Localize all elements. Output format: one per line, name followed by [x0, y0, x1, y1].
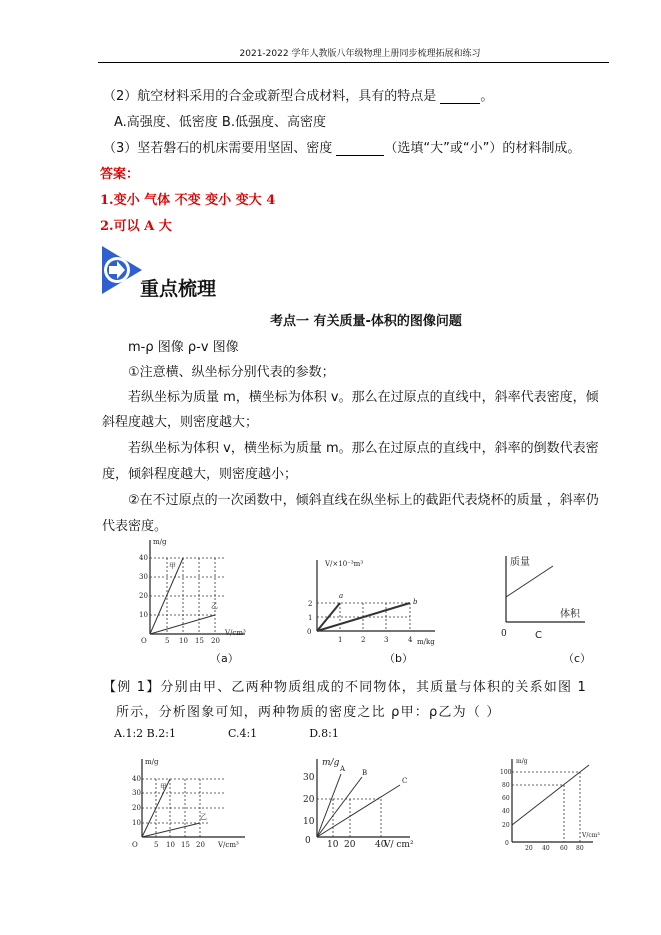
answer-line-2: 2.可以 A 大 [100, 219, 172, 234]
topic-line: ①注意横、纵坐标分别代表的参数； [128, 365, 335, 380]
x-tick: 15 [181, 841, 190, 849]
header-rule [98, 62, 609, 63]
y-tick: 100 [500, 769, 512, 776]
y-tick: 80 [502, 782, 510, 789]
x-tick: 4 [408, 636, 413, 644]
origin-label: 0 [505, 840, 509, 847]
answer-line-1: 1.变小 气体 不变 变小 变大 4 [100, 193, 276, 208]
figure-c-caption: （c） [563, 652, 592, 665]
x-axis-label: 体积 [560, 609, 580, 620]
topic-line: ②在不过原点的一次函数中，倾斜直线在纵坐标上的截距代表烧杯的质量 ，斜率仍 [128, 493, 599, 508]
answer-blank [336, 143, 384, 156]
option-c: C.4:1 [227, 727, 258, 740]
topic-title: 考点一 有关质量-体积的图像问题 [270, 314, 462, 329]
y-tick: 10 [139, 611, 148, 619]
topic-line: m-ρ 图像 ρ-v 图像 [128, 340, 239, 355]
y-tick: 60 [502, 795, 510, 802]
figure-c-chart [495, 552, 595, 642]
series-label: b [413, 598, 418, 606]
x-tick: 20 [344, 840, 356, 850]
y-tick: 20 [303, 795, 315, 805]
example-1-line-2: 所示，分析图象可知，两种物质的密度之比 ρ甲：ρ乙为（ ） [116, 705, 501, 720]
example-figure-c-chart [500, 755, 600, 850]
y-tick: 20 [132, 804, 141, 812]
y-tick: 40 [502, 808, 510, 815]
x-tick: 10 [179, 637, 188, 645]
figure-b-chart [305, 556, 445, 646]
option-d: D.8:1 [309, 727, 339, 740]
series-label: A [340, 765, 346, 773]
y-tick: 30 [139, 573, 148, 581]
x-tick: 40 [542, 845, 550, 852]
y-tick: 10 [303, 817, 315, 827]
y-axis-label: 质量 [510, 557, 530, 568]
x-tick: 2 [361, 636, 366, 644]
x-axis-label: V/cm³ [225, 629, 246, 637]
series-label: 乙 [200, 813, 207, 821]
x-tick: 80 [576, 845, 584, 852]
x-tick: 20 [211, 637, 220, 645]
answer-blank [440, 91, 480, 104]
x-tick: 3 [384, 636, 389, 644]
y-tick: 20 [502, 822, 510, 829]
page-header: 2021-2022 学年人教版八年级物理上册同步梳理拓展和练习 [239, 49, 481, 59]
origin-label: O [141, 637, 147, 645]
y-tick: 20 [139, 592, 148, 600]
x-tick: 5 [165, 637, 170, 645]
option-a: A.1:2 [114, 727, 144, 740]
y-tick: 40 [139, 554, 148, 562]
y-axis-label: m/g [322, 758, 340, 768]
series-label: B [362, 769, 368, 777]
x-tick: 40 [375, 840, 387, 850]
x-tick: 10 [166, 841, 175, 849]
x-axis-label: V/cm³ [218, 841, 239, 849]
question-2-options: A.高强度、低密度 B.低强度、高密度 [114, 115, 326, 130]
x-axis-label: V/cm³ [582, 832, 600, 839]
topic-line: 代表密度。 [102, 519, 168, 534]
example-1-options [114, 727, 339, 740]
y-axis-label: m/g [516, 758, 528, 765]
origin-label: 0 [501, 629, 507, 639]
figure-a-caption: （a） [210, 652, 239, 665]
example-1-line-1: 【例 1】分别由甲、乙两种物质组成的不同物体，其质量与体积的关系如图 1 [103, 680, 588, 695]
series-label: 甲 [160, 783, 167, 791]
y-tick: 40 [132, 775, 141, 783]
y-tick: 2 [308, 600, 313, 608]
topic-line: 斜程度越大，则密度越大； [102, 415, 259, 430]
x-tick: 10 [327, 840, 339, 850]
question-2 [103, 85, 493, 104]
series-label: C [402, 777, 408, 785]
series-label: 乙 [211, 602, 218, 610]
series-label: 甲 [169, 562, 176, 570]
x-axis-label: m/kg [417, 638, 435, 646]
x-axis-label: V/ cm² [384, 840, 414, 850]
question-2-end: 。 [480, 89, 494, 104]
arrow-right-circle-icon [100, 244, 142, 296]
question-3 [103, 137, 580, 156]
y-axis-label: m/g [145, 758, 159, 766]
answer-label: 答案： [100, 167, 140, 182]
section-title: 重点梳理 [140, 278, 217, 300]
y-tick: 1 [308, 614, 313, 622]
figure-a-chart [125, 538, 255, 643]
option-b: B.2:1 [146, 727, 176, 740]
x-tick: 20 [525, 845, 533, 852]
y-tick: 10 [132, 819, 141, 827]
origin-label: O [132, 841, 138, 849]
x-tick: 1 [338, 636, 343, 644]
question-2-text: （2）航空材料采用的合金或新型合成材料，具有的特点是 [103, 89, 437, 104]
example-figure-a-chart [130, 757, 250, 847]
topic-line: 若纵坐标为质量 m，横坐标为体积 v。那么在过原点的直线中，斜率代表密度，倾 [128, 390, 599, 405]
origin-label: 0 [307, 628, 312, 636]
y-tick: 30 [132, 789, 141, 797]
x-tick: 5 [154, 841, 159, 849]
y-axis-label: V/×10⁻³m³ [325, 560, 364, 568]
figure-b-caption: （b） [384, 652, 413, 665]
topic-line: 若纵坐标为体积 v，横坐标为质量 m。那么在过原点的直线中，斜率的倒数代表密 [128, 441, 599, 456]
topic-line: 度，倾斜程度越大，则密度越小； [102, 467, 298, 482]
origin-label: 0 [305, 836, 311, 846]
x-tick: 15 [195, 637, 204, 645]
x-tick: 20 [196, 841, 205, 849]
x-tick: 60 [560, 845, 568, 852]
figure-name: C [535, 630, 542, 641]
question-3-text: （3）坚若磐石的机床需要用坚固、密度 [103, 141, 333, 156]
y-tick: 30 [303, 773, 315, 783]
question-3-end: （选填“大”或“小”）的材料制成。 [384, 141, 581, 156]
y-axis-label: m/g [153, 538, 167, 546]
series-label: a [339, 592, 344, 600]
example-figure-b-chart [300, 755, 430, 850]
